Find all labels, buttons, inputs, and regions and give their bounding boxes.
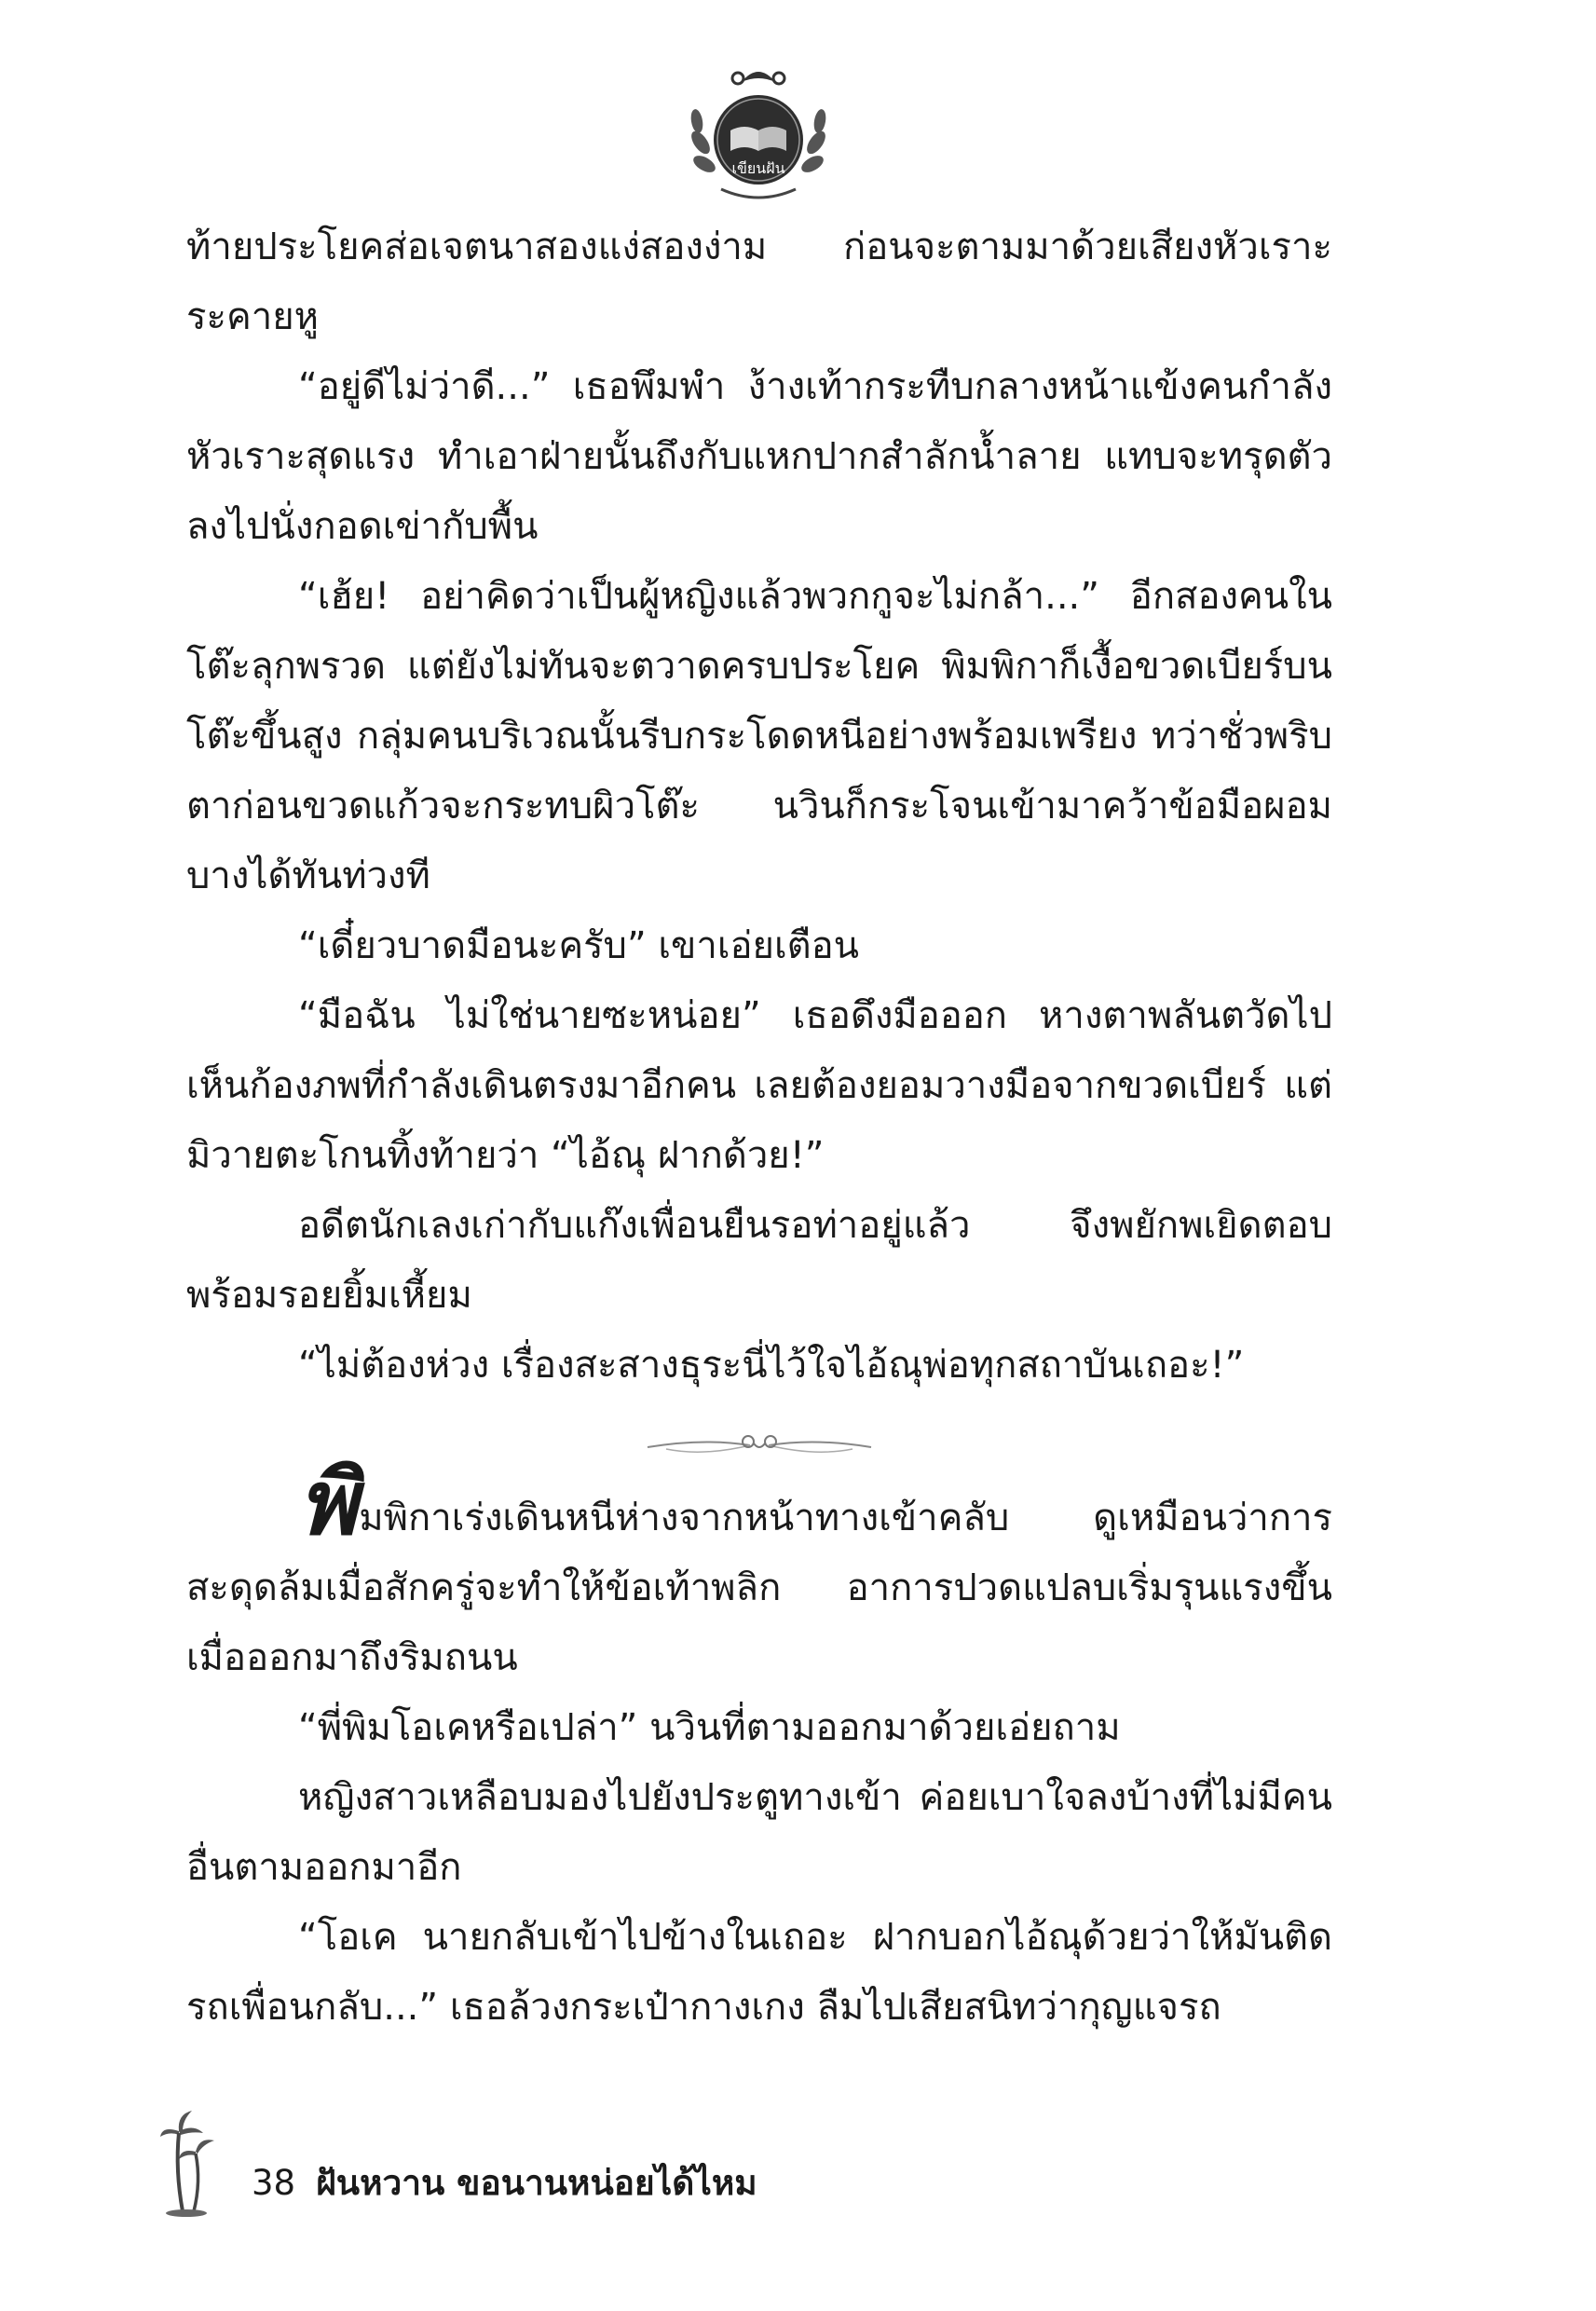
paragraph: ท้ายประโยคส่อเจตนาสองแง่สองง่าม ก่อนจะตามมาด้วยเสียงหัวเราะระคายหู xyxy=(186,226,1332,338)
paragraph: “เฮ้ย! อย่าคิดว่าเป็นผู้หญิงแล้วพวกกูจะไม่กล้า...” อีกสองคนในโต๊ะลุกพรวด แต่ยังไม่ทันจะตวาดครบประโยค พิมพิกาก็เงื้อขวดเบียร์บนโต๊ะขึ้นสูง กลุ่มคนบริเวณนั้นรีบกระโดดหนีอย่างพร้อมเพรียง ทว่าชั่วพริบตาก่อนขวดแก้วจะกระทบผิวโต๊ะ นวินก็กระโจนเข้ามาคว้าข้อมือผอมบางได้ทันท่วงที xyxy=(186,575,1332,897)
paragraph: “พี่พิมโอเคหรือเปล่า” นวินที่ตามออกมาด้วยเอ่ยถาม xyxy=(298,1706,1121,1749)
ornament-divider-icon xyxy=(638,1421,880,1468)
body-text xyxy=(186,212,1332,2043)
emblem-label: เขียนฝัน xyxy=(731,159,785,177)
paragraph: หญิงสาวเหลือบมองไปยังประตูทางเข้า ค่อยเบาใจลงบ้างที่ไม่มีคนอื่นตามออกมาอีก xyxy=(186,1776,1332,1889)
book-emblem-icon xyxy=(684,54,833,203)
paragraph: “มือฉัน ไม่ใช่นายซะหน่อย” เธอดึงมือออก หางตาพลันตวัดไปเห็นก้องภพที่กำลังเดินตรงมาอีกคน เลยต้องยอมวางมือจากขวดเบียร์ แต่มิวายตะโกนทิ้งท้ายว่า “ไอ้ณุ ฝากด้วย!” xyxy=(186,994,1332,1177)
paragraph: “เดี๋ยวบาดมือนะครับ” เขาเอ่ยเตือน xyxy=(298,924,860,967)
paragraph: “ไม่ต้องห่วง เรื่องสะสางธุระนี่ไว้ใจไอ้ณุพ่อทุกสถาบันเถอะ!” xyxy=(298,1344,1245,1387)
paragraph: “อยู่ดีไม่ว่าดี...” เธอพึมพำ ง้างเท้ากระทืบกลางหน้าแข้งคนกำลังหัวเราะสุดแรง ทำเอาฝ่ายนั้นถึงกับแหกปากสำลักน้ำลาย แทบจะทรุดตัวลงไปนั่งกอดเข่ากับพื้น xyxy=(186,365,1332,548)
page-number: 38 xyxy=(252,2163,296,2203)
book-title: ฝันหวาน ขอนานหน่อยได้ไหม xyxy=(316,2163,757,2203)
page-footer xyxy=(158,2099,904,2220)
palm-tree-icon xyxy=(158,2103,216,2220)
drop-cap: พิ xyxy=(298,1451,358,1555)
section-first-paragraph xyxy=(186,1451,1332,1693)
paragraph: “โอเค นายกลับเข้าไปข้างในเถอะ ฝากบอกไอ้ณุด้วยว่าให้มันติดรถเพื่อนกลับ...” เธอล้วงกระเป๋ากางเกง ลืมไปเสียสนิทว่ากุญแจรถ xyxy=(186,1916,1332,2029)
footer-text xyxy=(252,2155,757,2210)
paragraph-text: มพิกาเร่งเดินหนีห่างจากหน้าทางเข้าคลับ ดูเหมือนว่าการสะดุดล้มเมื่อสักครู่จะทำให้ข้อเท้าพลิก อาการปวดแปลบเริ่มรุนแรงขึ้นเมื่อออกมาถึงริมถนน xyxy=(186,1497,1332,1679)
paragraph: อดีตนักเลงเก่ากับแก๊งเพื่อนยืนรอท่าอยู่แล้ว จึงพยักพเยิดตอบพร้อมรอยยิ้มเหี้ยม xyxy=(186,1204,1332,1317)
